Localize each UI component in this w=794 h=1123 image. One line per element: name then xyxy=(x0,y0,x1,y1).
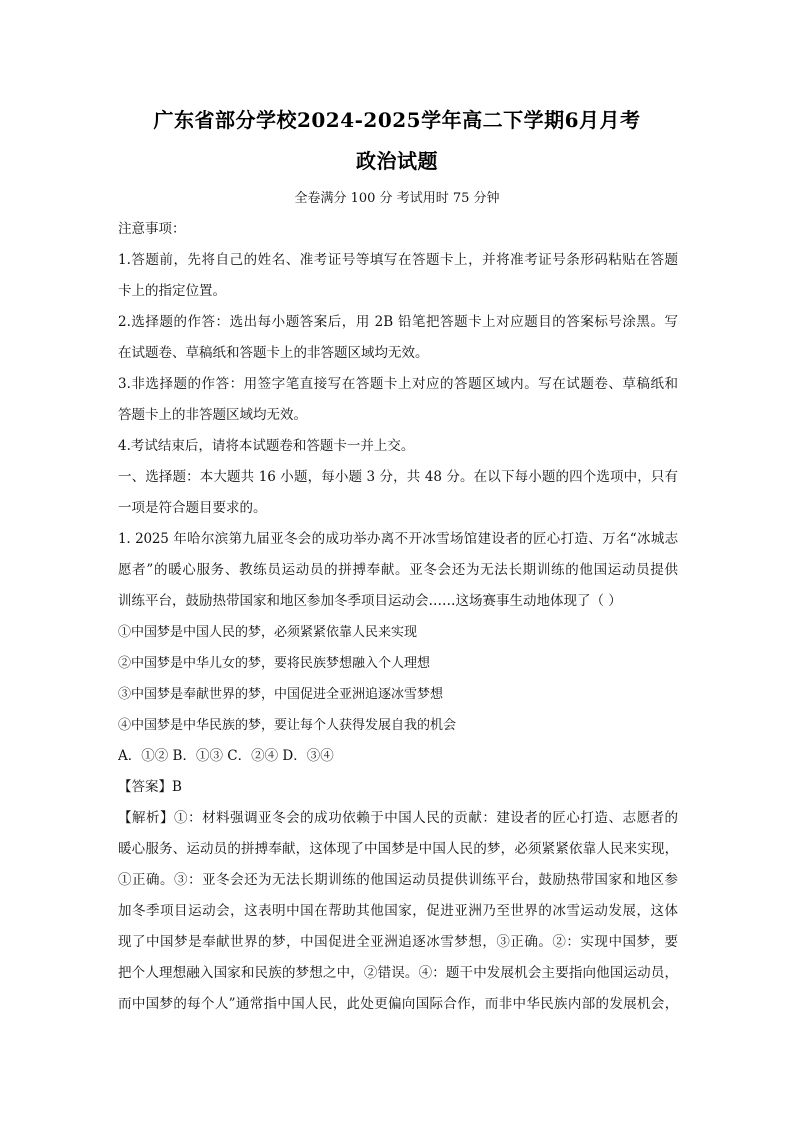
answer-key: 【答案】B xyxy=(118,779,182,795)
notes-line: 在试题卷、草稿纸和答题卡上的非答题区域均无效。 xyxy=(118,345,429,361)
question-stem: 愿者”的暖心服务、教练员运动员的拼搏奉献。亚冬会还为无法长期训练的他国运动员提供 xyxy=(118,562,678,578)
section-instructions: 一、选择题：本大题共 16 小题，每小题 3 分，共 48 分。在以下每小题的四个选项中，只有 xyxy=(118,469,678,485)
notes-line: 1.答题前，先将自己的姓名、准考证号等填写在答题卡上，并将准考证号条形码粘贴在答题 xyxy=(118,252,678,268)
analysis-text: ①正确。③：亚冬会还为无法长期训练的他国运动员提供训练平台，鼓励热带国家和地区参 xyxy=(118,872,678,888)
analysis-text: 现了中国梦是奉献世界的梦，中国促进全亚洲追逐冰雪梦想，③正确。②：实现中国梦，要 xyxy=(118,934,678,950)
question-statement: ③中国梦是奉献世界的梦，中国促进全亚洲追逐冰雪梦想 xyxy=(118,687,444,702)
question-stem: 训练平台，鼓励热带国家和地区参加冬季项目运动会……这场赛事生动地体现了（ ） xyxy=(118,593,622,609)
analysis-text: 【解析】①：材料强调亚冬会的成功依赖于中国人民的贡献：建设者的匠心打造、志愿者的 xyxy=(118,810,678,826)
analysis-text: 加冬季项目运动会，这表明中国在帮助其他国家，促进亚洲乃至世界的冰雪运动发展，这体 xyxy=(118,903,678,919)
document-body xyxy=(118,214,678,1020)
notes-line: 4.考试结束后，请将本试题卷和答题卡一并上交。 xyxy=(118,438,415,454)
notes-line: 卡上的指定位置。 xyxy=(118,283,226,299)
exam-info: 全卷满分 100 分 考试用时 75 分钟 xyxy=(294,191,500,206)
exam-title: 广东省部分学校2024-2025学年高二下学期6月月考 xyxy=(153,108,641,132)
notes-line: 答题卡上的非答题区域均无效。 xyxy=(118,407,307,423)
question-statement: ①中国梦是中国人民的梦，必须紧紧依靠人民来实现 xyxy=(118,625,418,640)
analysis-text: 把个人理想融入国家和民族的梦想之中，②错误。④：题干中发展机会主要指向他国运动员， xyxy=(118,965,678,981)
subject-title: 政治试题 xyxy=(356,149,438,173)
answer-options: A．①② B．①③ C．②④ D．③④ xyxy=(118,748,334,764)
analysis-text: 暖心服务、运动员的拼搏奉献，这体现了中国梦是中国人民的梦，必须紧紧依靠人民来实现， xyxy=(118,841,678,857)
question-stem: 1. 2025 年哈尔滨第九届亚冬会的成功举办离不开冰雪场馆建设者的匠心打造、万名“冰城志 xyxy=(118,531,678,547)
notes-line: 2.选择题的作答：选出每小题答案后，用 2B 铅笔把答题卡上对应题目的答案标号涂黑。写 xyxy=(118,314,678,330)
question-statement: ②中国梦是中华儿女的梦，要将民族梦想融入个人理想 xyxy=(118,656,431,671)
question-statement: ④中国梦是中华民族的梦，要让每个人获得发展自我的机会 xyxy=(118,718,457,733)
section-instructions: 一项是符合题目要求的。 xyxy=(118,500,267,516)
notes-line: 3.非选择题的作答：用签字笔直接写在答题卡上对应的答题区域内。写在试题卷、草稿纸和 xyxy=(118,376,678,392)
notes-heading: 注意事项： xyxy=(118,221,186,237)
analysis-text: 而中国梦的每个人”通常指中国人民，此处更偏向国际合作，而非中华民族内部的发展机会， xyxy=(118,996,678,1012)
